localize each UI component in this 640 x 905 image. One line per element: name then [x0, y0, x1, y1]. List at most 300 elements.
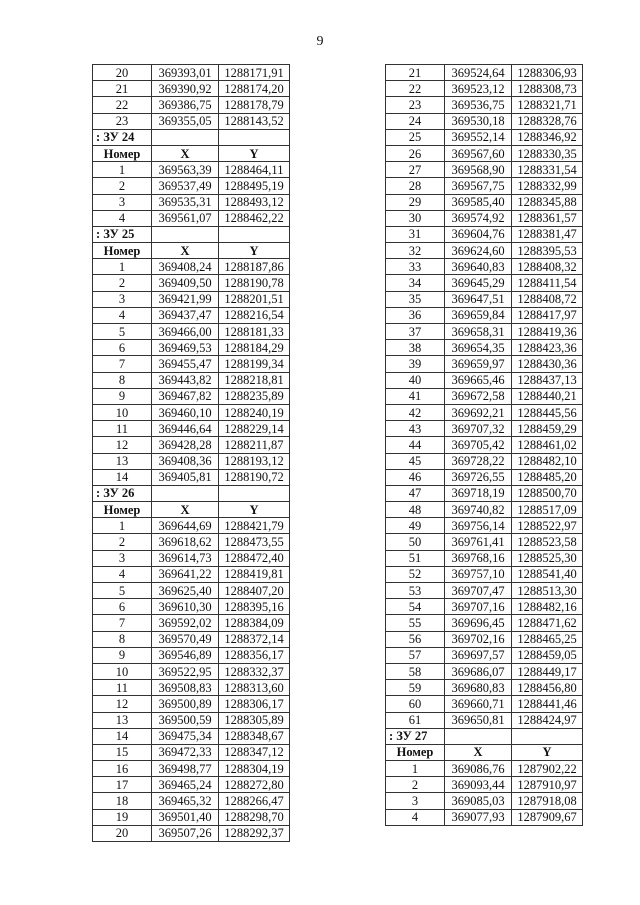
x-coordinate-cell: 369465,32 [152, 793, 219, 809]
y-coordinate-cell: 1288235,89 [219, 388, 290, 404]
y-coordinate-cell: 1288174,20 [219, 81, 290, 97]
y-coordinate-cell: 1288395,16 [219, 599, 290, 615]
x-coordinate-cell: 369660,71 [445, 696, 512, 712]
header-x: X [152, 145, 219, 161]
table-row [93, 113, 290, 129]
table-row [93, 259, 290, 275]
y-coordinate-cell: 1288304,19 [219, 761, 290, 777]
y-coordinate-cell: 1288471,62 [512, 615, 583, 631]
table-row [93, 793, 290, 809]
table-row [386, 518, 583, 534]
y-coordinate-cell: 1288306,93 [512, 65, 583, 81]
x-coordinate-cell: 369567,75 [445, 178, 512, 194]
x-coordinate-cell: 369546,89 [152, 647, 219, 663]
x-coordinate-cell: 369697,57 [445, 647, 512, 663]
header-number: Номер [93, 243, 152, 259]
point-number-cell: 8 [93, 631, 152, 647]
point-number-cell: 2 [386, 777, 445, 793]
table-row [93, 566, 290, 582]
y-coordinate-cell: 1288306,17 [219, 696, 290, 712]
y-coordinate-cell: 1288541,40 [512, 566, 583, 582]
point-number-cell: 49 [386, 518, 445, 534]
x-coordinate-cell: 369508,83 [152, 680, 219, 696]
table-row [386, 647, 583, 663]
x-coordinate-cell: 369390,92 [152, 81, 219, 97]
x-coordinate-cell: 369692,21 [445, 404, 512, 420]
x-coordinate-cell: 369761,41 [445, 534, 512, 550]
point-number-cell: 21 [386, 65, 445, 81]
point-number-cell: 34 [386, 275, 445, 291]
y-coordinate-cell: 1288437,13 [512, 372, 583, 388]
table-row [386, 97, 583, 113]
y-coordinate-cell: 1288445,56 [512, 404, 583, 420]
y-coordinate-cell: 1288356,17 [219, 647, 290, 663]
y-coordinate-cell: 1288330,35 [512, 145, 583, 161]
y-coordinate-cell: 1288266,47 [219, 793, 290, 809]
y-coordinate-cell: 1288523,58 [512, 534, 583, 550]
x-coordinate-cell: 369757,10 [445, 566, 512, 582]
point-number-cell: 60 [386, 696, 445, 712]
x-coordinate-cell: 369707,47 [445, 583, 512, 599]
x-coordinate-cell: 369085,03 [445, 793, 512, 809]
point-number-cell: 39 [386, 356, 445, 372]
y-coordinate-cell: 1288384,09 [219, 615, 290, 631]
table-row [386, 566, 583, 582]
table-row [93, 388, 290, 404]
point-number-cell: 2 [93, 534, 152, 550]
x-coordinate-cell: 369523,12 [445, 81, 512, 97]
table-row [93, 210, 290, 226]
table-row [386, 275, 583, 291]
table-row [93, 550, 290, 566]
y-coordinate-cell: 1288229,14 [219, 421, 290, 437]
point-number-cell: 32 [386, 243, 445, 259]
x-coordinate-cell: 369500,89 [152, 696, 219, 712]
table-row [93, 340, 290, 356]
header-number: Номер [93, 502, 152, 518]
x-coordinate-cell: 369501,40 [152, 809, 219, 825]
table-row [386, 178, 583, 194]
table-row [386, 631, 583, 647]
x-coordinate-cell: 369659,97 [445, 356, 512, 372]
x-coordinate-cell: 369624,60 [445, 243, 512, 259]
y-coordinate-cell: 1288347,12 [219, 744, 290, 760]
table-row [386, 712, 583, 728]
table-row [93, 663, 290, 679]
y-coordinate-cell: 1288143,52 [219, 113, 290, 129]
x-coordinate-cell: 369355,05 [152, 113, 219, 129]
point-number-cell: 18 [93, 793, 152, 809]
y-coordinate-cell: 1288500,70 [512, 485, 583, 501]
y-coordinate-cell: 1288381,47 [512, 226, 583, 242]
empty-cell [152, 129, 219, 145]
y-coordinate-cell: 1288465,25 [512, 631, 583, 647]
point-number-cell: 57 [386, 647, 445, 663]
point-number-cell: 14 [93, 728, 152, 744]
section-row [386, 728, 583, 744]
y-coordinate-cell: 1288419,36 [512, 324, 583, 340]
y-coordinate-cell: 1288313,60 [219, 680, 290, 696]
x-coordinate-cell: 369405,81 [152, 469, 219, 485]
x-coordinate-cell: 369650,81 [445, 712, 512, 728]
point-number-cell: 10 [93, 663, 152, 679]
table-row [386, 259, 583, 275]
point-number-cell: 59 [386, 680, 445, 696]
y-coordinate-cell: 1288305,89 [219, 712, 290, 728]
y-coordinate-cell: 1288187,86 [219, 259, 290, 275]
x-coordinate-cell: 369726,55 [445, 469, 512, 485]
point-number-cell: 61 [386, 712, 445, 728]
table-row [386, 340, 583, 356]
y-coordinate-cell: 1287910,97 [512, 777, 583, 793]
table-row [93, 275, 290, 291]
y-coordinate-cell: 1288459,29 [512, 421, 583, 437]
x-coordinate-cell: 369408,24 [152, 259, 219, 275]
x-coordinate-cell: 369469,53 [152, 340, 219, 356]
table-row [386, 421, 583, 437]
y-coordinate-cell: 1288459,05 [512, 647, 583, 663]
x-coordinate-cell: 369467,82 [152, 388, 219, 404]
table-row [386, 307, 583, 323]
table-row [386, 663, 583, 679]
point-number-cell: 37 [386, 324, 445, 340]
x-coordinate-cell: 369530,18 [445, 113, 512, 129]
y-coordinate-cell: 1288332,99 [512, 178, 583, 194]
point-number-cell: 47 [386, 485, 445, 501]
point-number-cell: 13 [93, 712, 152, 728]
point-number-cell: 1 [386, 761, 445, 777]
y-coordinate-cell: 1288184,29 [219, 340, 290, 356]
y-coordinate-cell: 1287918,08 [512, 793, 583, 809]
header-row [93, 145, 290, 161]
coordinates-table-right [385, 64, 583, 826]
x-coordinate-cell: 369570,49 [152, 631, 219, 647]
point-number-cell: 36 [386, 307, 445, 323]
header-number: Номер [386, 744, 445, 760]
x-coordinate-cell: 369475,34 [152, 728, 219, 744]
point-number-cell: 5 [93, 583, 152, 599]
x-coordinate-cell: 369696,45 [445, 615, 512, 631]
y-coordinate-cell: 1288407,20 [219, 583, 290, 599]
point-number-cell: 4 [93, 210, 152, 226]
section-row [93, 226, 290, 242]
table-row [93, 65, 290, 81]
x-coordinate-cell: 369386,75 [152, 97, 219, 113]
x-coordinate-cell: 369585,40 [445, 194, 512, 210]
point-number-cell: 3 [386, 793, 445, 809]
x-coordinate-cell: 369466,00 [152, 324, 219, 340]
point-number-cell: 9 [93, 388, 152, 404]
point-number-cell: 29 [386, 194, 445, 210]
y-coordinate-cell: 1288464,11 [219, 162, 290, 178]
x-coordinate-cell: 369077,93 [445, 809, 512, 825]
table-row [93, 437, 290, 453]
x-coordinate-cell: 369614,73 [152, 550, 219, 566]
empty-cell [445, 728, 512, 744]
point-number-cell: 31 [386, 226, 445, 242]
table-row [386, 777, 583, 793]
x-coordinate-cell: 369654,35 [445, 340, 512, 356]
x-coordinate-cell: 369640,83 [445, 259, 512, 275]
point-number-cell: 28 [386, 178, 445, 194]
y-coordinate-cell: 1288201,51 [219, 291, 290, 307]
x-coordinate-cell: 369686,07 [445, 663, 512, 679]
x-coordinate-cell: 369552,14 [445, 129, 512, 145]
point-number-cell: 24 [386, 113, 445, 129]
y-coordinate-cell: 1288199,34 [219, 356, 290, 372]
point-number-cell: 22 [386, 81, 445, 97]
point-number-cell: 10 [93, 404, 152, 420]
table-row [386, 534, 583, 550]
header-x: X [445, 744, 512, 760]
y-coordinate-cell: 1288395,53 [512, 243, 583, 259]
table-row [93, 615, 290, 631]
header-x: X [152, 243, 219, 259]
x-coordinate-cell: 369093,44 [445, 777, 512, 793]
point-number-cell: 54 [386, 599, 445, 615]
x-coordinate-cell: 369561,07 [152, 210, 219, 226]
table-row [93, 631, 290, 647]
point-number-cell: 27 [386, 162, 445, 178]
header-y: Y [512, 744, 583, 760]
x-coordinate-cell: 369537,49 [152, 178, 219, 194]
x-coordinate-cell: 369665,46 [445, 372, 512, 388]
point-number-cell: 23 [93, 113, 152, 129]
point-number-cell: 6 [93, 599, 152, 615]
table-row [386, 696, 583, 712]
y-coordinate-cell: 1288328,76 [512, 113, 583, 129]
y-coordinate-cell: 1288292,37 [219, 825, 290, 841]
table-row [386, 194, 583, 210]
y-coordinate-cell: 1288298,70 [219, 809, 290, 825]
point-number-cell: 53 [386, 583, 445, 599]
x-coordinate-cell: 369702,16 [445, 631, 512, 647]
table-row [386, 81, 583, 97]
point-number-cell: 4 [93, 307, 152, 323]
point-number-cell: 11 [93, 421, 152, 437]
table-row [93, 421, 290, 437]
table-row [386, 550, 583, 566]
point-number-cell: 1 [93, 259, 152, 275]
y-coordinate-cell: 1288216,54 [219, 307, 290, 323]
y-coordinate-cell: 1288473,55 [219, 534, 290, 550]
point-number-cell: 16 [93, 761, 152, 777]
x-coordinate-cell: 369574,92 [445, 210, 512, 226]
x-coordinate-cell: 369768,16 [445, 550, 512, 566]
x-coordinate-cell: 369604,76 [445, 226, 512, 242]
y-coordinate-cell: 1288272,80 [219, 777, 290, 793]
point-number-cell: 45 [386, 453, 445, 469]
table-row [386, 226, 583, 242]
point-number-cell: 7 [93, 615, 152, 631]
x-coordinate-cell: 369498,77 [152, 761, 219, 777]
point-number-cell: 12 [93, 437, 152, 453]
x-coordinate-cell: 369472,33 [152, 744, 219, 760]
x-coordinate-cell: 369567,60 [445, 145, 512, 161]
x-coordinate-cell: 369393,01 [152, 65, 219, 81]
y-coordinate-cell: 1288522,97 [512, 518, 583, 534]
point-number-cell: 3 [93, 194, 152, 210]
x-coordinate-cell: 369568,90 [445, 162, 512, 178]
y-coordinate-cell: 1288493,12 [219, 194, 290, 210]
y-coordinate-cell: 1288482,16 [512, 599, 583, 615]
x-coordinate-cell: 369718,19 [445, 485, 512, 501]
table-row [93, 469, 290, 485]
x-coordinate-cell: 369610,30 [152, 599, 219, 615]
x-coordinate-cell: 369756,14 [445, 518, 512, 534]
point-number-cell: 40 [386, 372, 445, 388]
point-number-cell: 6 [93, 340, 152, 356]
table-row [93, 97, 290, 113]
table-row [93, 518, 290, 534]
coordinates-table-left [92, 64, 290, 842]
y-coordinate-cell: 1288345,88 [512, 194, 583, 210]
x-coordinate-cell: 369437,47 [152, 307, 219, 323]
x-coordinate-cell: 369563,39 [152, 162, 219, 178]
x-coordinate-cell: 369740,82 [445, 502, 512, 518]
x-coordinate-cell: 369428,28 [152, 437, 219, 453]
table-row [386, 453, 583, 469]
table-row [93, 324, 290, 340]
table-row [93, 453, 290, 469]
empty-cell [219, 129, 290, 145]
y-coordinate-cell: 1288181,33 [219, 324, 290, 340]
y-coordinate-cell: 1288440,21 [512, 388, 583, 404]
point-number-cell: 56 [386, 631, 445, 647]
y-coordinate-cell: 1288421,79 [219, 518, 290, 534]
point-number-cell: 25 [386, 129, 445, 145]
table-row [386, 129, 583, 145]
y-coordinate-cell: 1288218,81 [219, 372, 290, 388]
x-coordinate-cell: 369524,64 [445, 65, 512, 81]
table-row [386, 485, 583, 501]
point-number-cell: 21 [93, 81, 152, 97]
empty-cell [512, 728, 583, 744]
x-coordinate-cell: 369618,62 [152, 534, 219, 550]
x-coordinate-cell: 369536,75 [445, 97, 512, 113]
y-coordinate-cell: 1288462,22 [219, 210, 290, 226]
x-coordinate-cell: 369455,47 [152, 356, 219, 372]
y-coordinate-cell: 1288513,30 [512, 583, 583, 599]
x-coordinate-cell: 369707,16 [445, 599, 512, 615]
x-coordinate-cell: 369409,50 [152, 275, 219, 291]
table-row [386, 502, 583, 518]
table-row [93, 647, 290, 663]
y-coordinate-cell: 1288417,97 [512, 307, 583, 323]
y-coordinate-cell: 1288178,79 [219, 97, 290, 113]
table-row [386, 65, 583, 81]
table-row [93, 534, 290, 550]
header-row [386, 744, 583, 760]
empty-cell [152, 485, 219, 501]
y-coordinate-cell: 1288461,02 [512, 437, 583, 453]
table-row [386, 469, 583, 485]
point-number-cell: 12 [93, 696, 152, 712]
point-number-cell: 22 [93, 97, 152, 113]
y-coordinate-cell: 1288485,20 [512, 469, 583, 485]
table-row [386, 809, 583, 825]
header-y: Y [219, 502, 290, 518]
y-coordinate-cell: 1288190,78 [219, 275, 290, 291]
x-coordinate-cell: 369705,42 [445, 437, 512, 453]
y-coordinate-cell: 1288430,36 [512, 356, 583, 372]
point-number-cell: 20 [93, 65, 152, 81]
y-coordinate-cell: 1288456,80 [512, 680, 583, 696]
x-coordinate-cell: 369680,83 [445, 680, 512, 696]
y-coordinate-cell: 1288419,81 [219, 566, 290, 582]
x-coordinate-cell: 369644,69 [152, 518, 219, 534]
point-number-cell: 3 [93, 291, 152, 307]
point-number-cell: 2 [93, 178, 152, 194]
table-row [386, 291, 583, 307]
point-number-cell: 4 [386, 809, 445, 825]
point-number-cell: 42 [386, 404, 445, 420]
table-row [93, 680, 290, 696]
y-coordinate-cell: 1288346,92 [512, 129, 583, 145]
section-row [93, 129, 290, 145]
y-coordinate-cell: 1287909,67 [512, 809, 583, 825]
point-number-cell: 1 [93, 518, 152, 534]
table-row [386, 388, 583, 404]
x-coordinate-cell: 369446,64 [152, 421, 219, 437]
y-coordinate-cell: 1287902,22 [512, 761, 583, 777]
point-number-cell: 35 [386, 291, 445, 307]
y-coordinate-cell: 1288331,54 [512, 162, 583, 178]
empty-cell [219, 226, 290, 242]
table-row [386, 583, 583, 599]
table-row [386, 324, 583, 340]
x-coordinate-cell: 369507,26 [152, 825, 219, 841]
point-number-cell: 8 [93, 372, 152, 388]
point-number-cell: 52 [386, 566, 445, 582]
table-row [386, 761, 583, 777]
table-row [93, 599, 290, 615]
section-row [93, 485, 290, 501]
y-coordinate-cell: 1288308,73 [512, 81, 583, 97]
table-row [386, 113, 583, 129]
table-row [386, 243, 583, 259]
point-number-cell: 19 [93, 809, 152, 825]
y-coordinate-cell: 1288240,19 [219, 404, 290, 420]
x-coordinate-cell: 369443,82 [152, 372, 219, 388]
section-label: : ЗУ 27 [386, 728, 445, 744]
y-coordinate-cell: 1288332,37 [219, 663, 290, 679]
x-coordinate-cell: 369522,95 [152, 663, 219, 679]
y-coordinate-cell: 1288517,09 [512, 502, 583, 518]
x-coordinate-cell: 369647,51 [445, 291, 512, 307]
x-coordinate-cell: 369408,36 [152, 453, 219, 469]
point-number-cell: 43 [386, 421, 445, 437]
point-number-cell: 23 [386, 97, 445, 113]
y-coordinate-cell: 1288482,10 [512, 453, 583, 469]
table-row [93, 372, 290, 388]
point-number-cell: 50 [386, 534, 445, 550]
y-coordinate-cell: 1288211,87 [219, 437, 290, 453]
table-row [386, 599, 583, 615]
x-coordinate-cell: 369728,22 [445, 453, 512, 469]
table-row [93, 307, 290, 323]
table-row [386, 162, 583, 178]
point-number-cell: 38 [386, 340, 445, 356]
point-number-cell: 44 [386, 437, 445, 453]
table-row [386, 615, 583, 631]
table-row [93, 809, 290, 825]
table-row [93, 178, 290, 194]
y-coordinate-cell: 1288525,30 [512, 550, 583, 566]
point-number-cell: 17 [93, 777, 152, 793]
point-number-cell: 1 [93, 162, 152, 178]
table-row [93, 825, 290, 841]
